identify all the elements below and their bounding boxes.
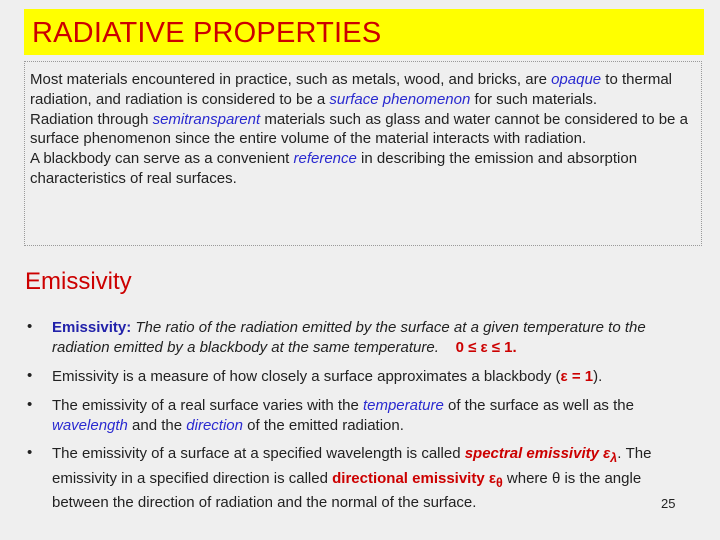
- text-span: of the surface as well as the: [443, 397, 634, 414]
- text-span: Radiation through: [30, 110, 153, 128]
- text-span: A blackbody can serve as a convenient: [30, 150, 294, 168]
- text-span: and the: [127, 416, 187, 434]
- text-span: of the emitted radiation.: [242, 416, 404, 434]
- page-number: 25: [661, 496, 676, 511]
- text-span: The emissivity of a surface at a specified wavelength is called: [52, 445, 465, 462]
- bullet-dot: •: [27, 444, 33, 461]
- intro-paragraph-1: [30, 70, 690, 110]
- emphasis-direction: direction: [186, 416, 243, 434]
- text-span: ).: [593, 368, 603, 385]
- emphasis-reference: reference: [293, 150, 357, 168]
- bullet-text: [52, 318, 692, 357]
- subscript-lambda: λ: [610, 451, 618, 465]
- text-span: directional emissivity ε: [332, 469, 496, 487]
- section-title-emissivity: Emissivity: [25, 268, 132, 295]
- subscript-theta: θ: [495, 475, 503, 490]
- bullet-text: [52, 444, 692, 513]
- directional-emissivity: [332, 469, 503, 490]
- emphasis-surface-phenomenon: surface phenomenon: [329, 90, 471, 108]
- text-span: The emissivity of a real surface varies with the: [52, 397, 363, 414]
- intro-paragraph-3: [30, 149, 690, 189]
- text-span: Most materials encountered in practice, such as metals, wood, and bricks, are: [30, 71, 552, 88]
- emphasis-temperature: temperature: [362, 397, 444, 414]
- bullet-text: [52, 396, 692, 435]
- text-span: . The emissivity in a specified direction is called: [52, 445, 652, 487]
- spectral-emissivity: [464, 445, 618, 465]
- text-span: in describing the emission and absorption characteristics of real surfaces.: [30, 150, 638, 187]
- bullet-dot: •: [27, 396, 33, 413]
- text-span: for such materials.: [470, 90, 598, 108]
- emphasis-wavelength: wavelength: [52, 416, 128, 434]
- blackbody-emissivity: ε = 1: [560, 368, 594, 385]
- text-span: Emissivity is a measure of how closely a surface approximates a blackbody (: [52, 368, 561, 385]
- page-title: RADIATIVE PROPERTIES: [32, 17, 382, 49]
- intro-text: [30, 70, 690, 189]
- bullet-dot: •: [27, 367, 33, 384]
- emphasis-semitransparent: semitransparent: [152, 110, 261, 128]
- text-span: The ratio of the radiation emitted by the surface at a given temperature to the radiation emitted by a blackbody at the same temperature.: [52, 319, 646, 356]
- intro-paragraph-2: [30, 110, 690, 150]
- bullet-text: [52, 367, 692, 387]
- bullet-dot: •: [27, 318, 33, 335]
- emissivity-range: 0 ≤ ε ≤ 1.: [455, 338, 517, 356]
- text-span: where θ is the angle between the direction of radiation and the normal of the surface.: [52, 469, 642, 511]
- text-span: materials such as glass and water cannot be considered to be a surface phenomenon since the entire volume of the material interacts with radiation.: [30, 110, 688, 148]
- text-span: spectral emissivity ε: [464, 445, 611, 462]
- emphasis-opaque: opaque: [551, 71, 602, 88]
- text-span: to thermal radiation, and radiation is considered to be a: [30, 71, 673, 108]
- emissivity-label: Emissivity:: [52, 319, 132, 336]
- title-bar: [24, 9, 704, 55]
